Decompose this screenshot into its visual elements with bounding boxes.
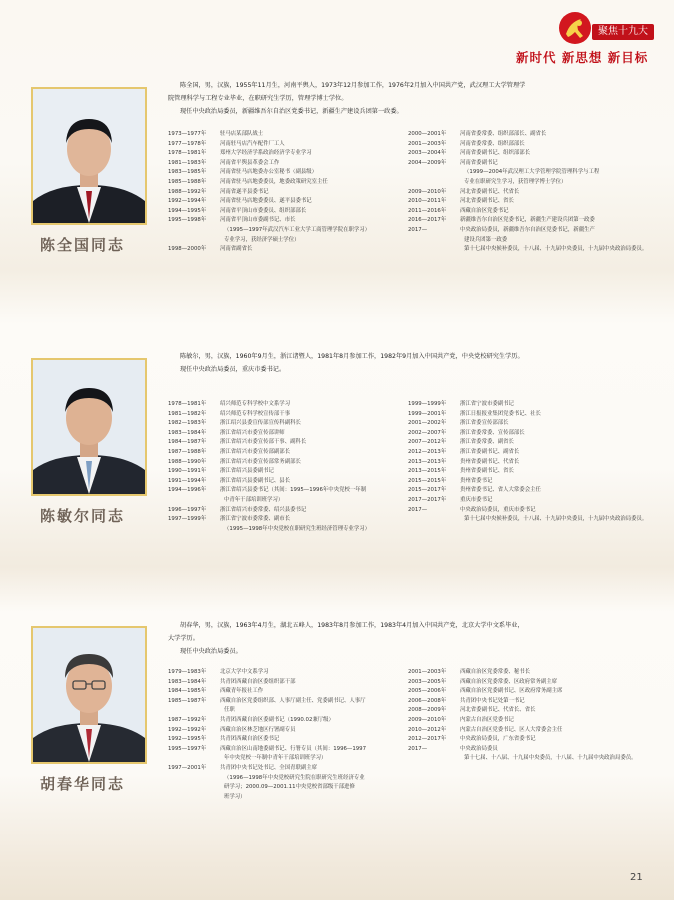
career-period: 2004—2009年	[408, 159, 447, 166]
career-position: 班学习）	[224, 793, 246, 800]
career-position: 西藏自治区党委副书记、区政府常务副主席	[460, 688, 563, 695]
career-row	[408, 745, 637, 755]
career-position: 河北省委副书记、省长	[460, 198, 514, 205]
career-row	[408, 678, 637, 688]
career-period: 2003—2004年	[408, 150, 447, 157]
career-position: 浙江省绍兴市委宣传部干事、副科长	[220, 439, 307, 446]
career-period: 2000—2001年	[408, 131, 447, 137]
career-period: 1978—1981年	[168, 401, 207, 407]
career-period: 2016—2017年	[408, 217, 447, 224]
career-position: 河南省平顶山市委副书记、市长	[220, 217, 296, 224]
career-row	[168, 697, 366, 707]
career-position: 浙江日报报业集团党委书记、社长	[460, 410, 541, 417]
career-row	[168, 467, 370, 477]
career-row	[408, 477, 647, 487]
career-row	[168, 168, 370, 178]
bio-summary: 陈全国，男，汉族，1955年11月生，河南平舆人，1973年12月参加工作，1976年2月加入中国共产党，武汉理工大学管理学院管理科学与工程专业毕业，在职研究生学历，管理学博士学位。	[168, 82, 526, 102]
career-period: 2015—2015年	[408, 477, 447, 484]
career-period	[168, 783, 220, 793]
career-position: 浙江省绍兴市委宣传部副部长	[220, 448, 291, 455]
career-row	[168, 419, 370, 429]
current-position: 现任中央政治局委员，新疆维吾尔自治区党委书记，新疆生产建设兵团第一政委。	[180, 108, 403, 115]
career-row	[408, 438, 647, 448]
career-position: 共青团中央书记处书记、全国青联副主席	[220, 764, 318, 771]
career-period	[168, 236, 220, 246]
career-position: 内蒙古自治区党委书记	[460, 716, 514, 723]
career-period: 1990—1991年	[168, 468, 207, 475]
career-position: 西藏青年报社工作	[220, 688, 264, 695]
career-position: 浙江省绍兴县委副书记、县长	[220, 477, 291, 484]
career-position: （1995—1997年武汉汽车工业大学工商管理学院在职学习）	[224, 226, 371, 233]
career-row	[168, 726, 366, 736]
career-period: 1996—1997年	[168, 506, 207, 513]
career-position: 重庆市委书记	[460, 496, 493, 503]
career-position: （1995—1998年中央党校在职研究生班经济管理专业学习）	[224, 525, 371, 532]
career-row	[408, 506, 647, 516]
career-position: 河南驻马店汽车配件厂工人	[220, 140, 285, 147]
career-position: 中央政治局委员，重庆市委书记	[460, 506, 536, 513]
career-row	[408, 429, 647, 439]
career-position: 贵州省委书记、省人大常委会主任	[460, 487, 541, 494]
career-position: 浙江省宁波市委副书记	[460, 401, 514, 407]
career-position: 绍兴师范专科学校中文系学习	[220, 401, 291, 407]
career-period: 2008—2009年	[408, 707, 447, 714]
career-period: 1979—1983年	[168, 669, 207, 675]
career-row	[408, 207, 647, 217]
career-row	[168, 458, 370, 468]
career-period: 2012—2013年	[408, 448, 447, 455]
career-position: 中青年干部培训班学习）	[224, 496, 284, 503]
career-row	[168, 216, 370, 226]
career-row	[408, 735, 637, 745]
career-position: 河南省驻马店地委委员，地委政策研究室主任	[220, 178, 328, 185]
career-period	[168, 706, 220, 716]
career-position: 中央政治局委员，广东省委书记	[460, 736, 536, 743]
career-position: 第十七届、十八届、十九届中央委员，十八届、十九届中央政治局委员。	[464, 755, 637, 762]
career-period: 1985—1988年	[168, 178, 207, 185]
career-row	[168, 438, 370, 448]
career-period: 1991—1994年	[168, 477, 207, 484]
career-row	[168, 178, 370, 188]
portrait-figure	[33, 628, 145, 762]
career-row	[168, 477, 370, 487]
career-row	[168, 429, 370, 439]
career-row	[408, 236, 647, 246]
career-position: 贵州省委书记	[460, 477, 493, 484]
party-emblem-icon	[556, 10, 594, 46]
career-row	[408, 419, 647, 429]
career-period: 2001—2003年	[408, 669, 447, 675]
career-row	[168, 410, 370, 420]
career-row	[408, 168, 647, 178]
career-row	[408, 668, 637, 678]
career-position: 河南省委常委、组织部部长	[460, 140, 525, 147]
career-position: 共青团西藏自治区委组织部干部	[220, 678, 296, 685]
portrait-photo	[31, 358, 147, 496]
career-row	[168, 188, 370, 198]
career-period: 1999—1999年	[408, 401, 447, 407]
career-right-column	[408, 400, 647, 525]
career-row	[408, 216, 647, 226]
career-position: 河南省驻马店地委委员、遂平县委书记	[220, 198, 312, 205]
career-position: 河南省副省长	[220, 246, 253, 253]
career-left-column	[168, 130, 370, 255]
career-period: 2011—2016年	[408, 207, 447, 214]
career-position: 西藏自治区党委组织部、人事厅副主任、党委副书记、人事厅	[220, 697, 366, 704]
person-name: 陈全国同志	[40, 236, 126, 254]
bio-summary: 胡春华，男，汉族，1963年4月生，湖北五峰人，1983年8月参加工作，1983年4月加入中国共产党，北京大学中文系毕业，大学学历。	[168, 622, 524, 642]
portrait-figure	[33, 360, 145, 494]
career-right-column	[408, 668, 637, 764]
career-position: 共青团中央书记处第一书记	[460, 697, 525, 704]
career-position: 西藏自治区党委常委、区政府常务副主席	[460, 678, 558, 685]
header-banner	[510, 10, 674, 64]
career-left-column	[168, 400, 370, 534]
career-position: 中央政治局委员，新疆维吾尔自治区党委书记，新疆生产	[460, 226, 595, 233]
career-row	[408, 149, 647, 159]
career-period: 2003—2005年	[408, 678, 447, 685]
career-period: 2002—2007年	[408, 429, 447, 436]
career-period: 1998—2000年	[168, 246, 207, 253]
career-period	[408, 754, 460, 764]
career-row	[168, 668, 366, 678]
career-row	[408, 448, 647, 458]
career-period: 1983—1984年	[168, 429, 207, 436]
career-row	[168, 706, 366, 716]
career-row	[168, 678, 366, 688]
current-position: 现任中央政治局委员。	[180, 648, 242, 655]
career-position: 浙江绍兴县委宣传部宣传科副科长	[220, 420, 301, 427]
career-period: 2009—2010年	[408, 716, 447, 723]
career-position: 中央政治局委员	[460, 745, 498, 752]
career-period: 2001—2003年	[408, 140, 447, 147]
career-row	[168, 754, 366, 764]
career-row	[408, 140, 647, 150]
career-row	[168, 687, 366, 697]
career-period: 1988—1992年	[168, 188, 207, 195]
career-period: 1977—1978年	[168, 140, 207, 147]
career-position: 浙江省委副书记、副省长	[460, 448, 520, 455]
career-row	[408, 130, 647, 140]
career-position: 河南省遂平县委书记	[220, 188, 269, 195]
career-position: 河北省委副书记、代省长、省长	[460, 707, 536, 714]
career-position: 浙江省绍兴县委副书记	[220, 468, 274, 475]
bio-intro	[168, 350, 528, 376]
career-row	[408, 697, 637, 707]
career-position: 河南省委副书记、组织部部长	[460, 150, 531, 157]
career-row	[168, 207, 370, 217]
career-period: 1978—1981年	[168, 150, 207, 157]
career-position: 河南省委常委、组织部部长、副省长	[460, 131, 547, 137]
career-period	[408, 236, 460, 246]
career-period: 1992—1992年	[168, 726, 207, 733]
career-position: 郑州大学经济学系政治经济学专业学习	[220, 150, 312, 157]
career-period: 1995—1998年	[168, 217, 207, 224]
career-position: 河南省委副书记	[460, 159, 498, 166]
career-period: 1981—1983年	[168, 159, 207, 166]
career-row	[408, 706, 637, 716]
career-period: 1981—1982年	[168, 410, 207, 417]
career-period: 1995—1997年	[168, 745, 207, 752]
career-position: 浙江省宁波市委常委、副市长	[220, 516, 291, 523]
career-period: 1973—1977年	[168, 131, 207, 137]
career-period: 1982—1983年	[168, 420, 207, 427]
career-period	[168, 496, 220, 506]
career-position: 西藏自治区林芝地区行署副专员	[220, 726, 296, 733]
career-row	[408, 245, 647, 255]
career-row	[408, 754, 637, 764]
portrait-photo	[31, 626, 147, 764]
career-period: 1987—1988年	[168, 448, 207, 455]
career-position: 西藏自治区党委常委、秘书长	[460, 669, 531, 675]
career-row	[408, 197, 647, 207]
career-period: 2007—2012年	[408, 439, 447, 446]
career-position: 西藏自治区山南地委副书记、行署专员（其间：1996—1997	[220, 745, 367, 752]
career-period: 1987—1992年	[168, 716, 207, 723]
career-right-column	[408, 130, 647, 255]
career-period	[168, 525, 220, 535]
career-period: 2013—2013年	[408, 458, 447, 465]
career-position: 专业在职研究生学习，获管理学博士学位）	[464, 178, 567, 185]
career-row	[168, 735, 366, 745]
current-position: 现任中央政治局委员，重庆市委书记。	[180, 366, 286, 373]
bio-summary: 陈敏尔，男，汉族，1960年9月生，浙江诸暨人，1981年8月参加工作，1982年9月加入中国共产党，中央党校研究生学历。	[180, 353, 524, 360]
bio-intro	[168, 79, 528, 118]
career-position: 河南省平舆县革委会工作	[220, 159, 280, 166]
career-position: 浙江省委宣传部部长	[460, 420, 509, 427]
career-row	[168, 506, 370, 516]
career-position: 北京大学中文系学习	[220, 669, 269, 675]
career-position: 浙江省委常委、宣传部部长	[460, 429, 525, 436]
portrait-figure	[33, 89, 145, 223]
topic-tag: 聚焦十九大	[592, 24, 654, 40]
career-row	[168, 197, 370, 207]
career-period: 1988—1990年	[168, 458, 207, 465]
career-period: 2017—	[408, 506, 428, 513]
career-row	[168, 716, 366, 726]
career-row	[168, 793, 366, 803]
career-position: 驻马店某部队战士	[220, 131, 264, 137]
career-row	[168, 236, 370, 246]
career-position: 贵州省委副书记、代省长	[460, 458, 520, 465]
career-row	[168, 130, 370, 140]
career-row	[408, 178, 647, 188]
career-position: 浙江省绍兴县委书记（其间：1995—1996年中央党校一年制	[220, 487, 367, 494]
career-period	[168, 226, 220, 236]
career-row	[168, 774, 366, 784]
career-position: （1996—1998年中央党校研究生院在职研究生班经济专业	[224, 774, 365, 781]
career-row	[408, 716, 637, 726]
career-period	[408, 178, 460, 188]
career-period: 2005—2006年	[408, 688, 447, 695]
career-period: 1983—1985年	[168, 169, 207, 176]
career-row	[408, 515, 647, 525]
career-row	[408, 458, 647, 468]
career-period: 2017—	[408, 745, 428, 752]
career-period: 2015—2017年	[408, 487, 447, 494]
career-period: 1992—1994年	[168, 198, 207, 205]
career-period: 1999—2001年	[408, 410, 447, 417]
career-period: 2009—2010年	[408, 188, 447, 195]
career-row	[408, 400, 647, 410]
career-row	[408, 467, 647, 477]
career-period	[408, 245, 460, 255]
career-position: 贵州省委副书记、省长	[460, 468, 514, 475]
career-position: 专业学习，获经济学硕士学位）	[224, 236, 300, 243]
portrait-photo	[31, 87, 147, 225]
career-period: 1983—1984年	[168, 678, 207, 685]
career-period: 1984—1985年	[168, 688, 207, 695]
career-row	[168, 159, 370, 169]
person-name: 胡春华同志	[40, 775, 126, 793]
career-period: 1997—1999年	[168, 516, 207, 523]
career-period: 1984—1987年	[168, 439, 207, 446]
career-period: 2017—	[408, 226, 428, 233]
career-row	[168, 496, 370, 506]
career-row	[168, 745, 366, 755]
career-row	[168, 764, 366, 774]
career-row	[168, 486, 370, 496]
career-position: 浙江省绍兴市委宣传部常务副部长	[220, 458, 301, 465]
career-row	[408, 496, 647, 506]
person-name: 陈敏尔同志	[40, 507, 126, 525]
career-period: 1997—2001年	[168, 764, 207, 771]
career-period	[408, 515, 460, 525]
career-row	[168, 140, 370, 150]
career-position: 第十七届中央候补委员，十八届、十九届中央委员，十九届中央政治局委员。	[464, 246, 648, 253]
career-position: 河北省委副书记、代省长	[460, 188, 520, 195]
career-period: 2001—2002年	[408, 420, 447, 427]
career-row	[168, 515, 370, 525]
career-period	[168, 754, 220, 764]
career-position: 共青团西藏自治区委书记	[220, 736, 280, 743]
career-row	[408, 486, 647, 496]
slogan: 新时代 新思想 新目标	[516, 50, 649, 65]
career-period: 2010—2012年	[408, 726, 447, 733]
career-row	[168, 226, 370, 236]
career-period	[168, 793, 220, 803]
career-row	[408, 188, 647, 198]
career-row	[408, 226, 647, 236]
career-period	[408, 168, 460, 178]
career-period	[168, 774, 220, 784]
career-row	[168, 783, 366, 793]
career-position: 新疆维吾尔自治区党委书记，新疆生产建设兵团第一政委	[460, 217, 595, 224]
career-period: 1985—1987年	[168, 697, 207, 704]
career-row	[168, 149, 370, 159]
career-position: 第十七届中央候补委员，十八届、十九届中央委员，十九届中央政治局委员。	[464, 516, 648, 523]
career-position: （1999—2004年武汉理工大学管理学院管理科学与工程	[464, 169, 600, 176]
career-position: 西藏自治区党委书记	[460, 207, 509, 214]
career-row	[408, 410, 647, 420]
career-period: 2010—2011年	[408, 198, 447, 205]
career-position: 浙江省委常委、副省长	[460, 439, 514, 446]
career-row	[408, 687, 637, 697]
career-position: 河南省驻马店地委办公室秘书（副县级）	[220, 169, 318, 176]
career-row	[408, 726, 637, 736]
career-period: 2012—2017年	[408, 736, 447, 743]
career-period: 1992—1995年	[168, 736, 207, 743]
career-left-column	[168, 668, 366, 802]
career-period: 2013—2015年	[408, 468, 447, 475]
bio-intro	[168, 619, 528, 658]
career-position: 任职	[224, 707, 235, 714]
career-row	[168, 448, 370, 458]
career-position: 共青团西藏自治区委副书记（1990.02兼厅级）	[220, 716, 334, 723]
career-position: 河南省平顶山市委委员、组织部部长	[220, 207, 307, 214]
career-position: 浙江省绍兴市委常委、绍兴县委书记	[220, 506, 307, 513]
career-position: 内蒙古自治区党委书记、区人大常委会主任	[460, 726, 563, 733]
career-position: 研学习；2000.09—2001.11中央党校省部级干部进修	[224, 784, 355, 791]
career-row	[168, 400, 370, 410]
career-row	[408, 159, 647, 169]
page-number: 21	[630, 872, 643, 883]
career-position: 建设兵团第一政委	[464, 236, 508, 243]
career-period: 1994—1995年	[168, 207, 207, 214]
career-row	[168, 525, 370, 535]
career-period: 2006—2008年	[408, 697, 447, 704]
career-period: 1994—1996年	[168, 487, 207, 494]
career-period: 2017—2017年	[408, 496, 447, 503]
career-position: 年中央党校一年制中青年干部培训班学习）	[224, 755, 327, 762]
career-position: 绍兴师范专科学校宣传部干事	[220, 410, 291, 417]
career-position: 浙江省绍兴市委宣传部讲师	[220, 429, 285, 436]
career-row	[168, 245, 370, 255]
